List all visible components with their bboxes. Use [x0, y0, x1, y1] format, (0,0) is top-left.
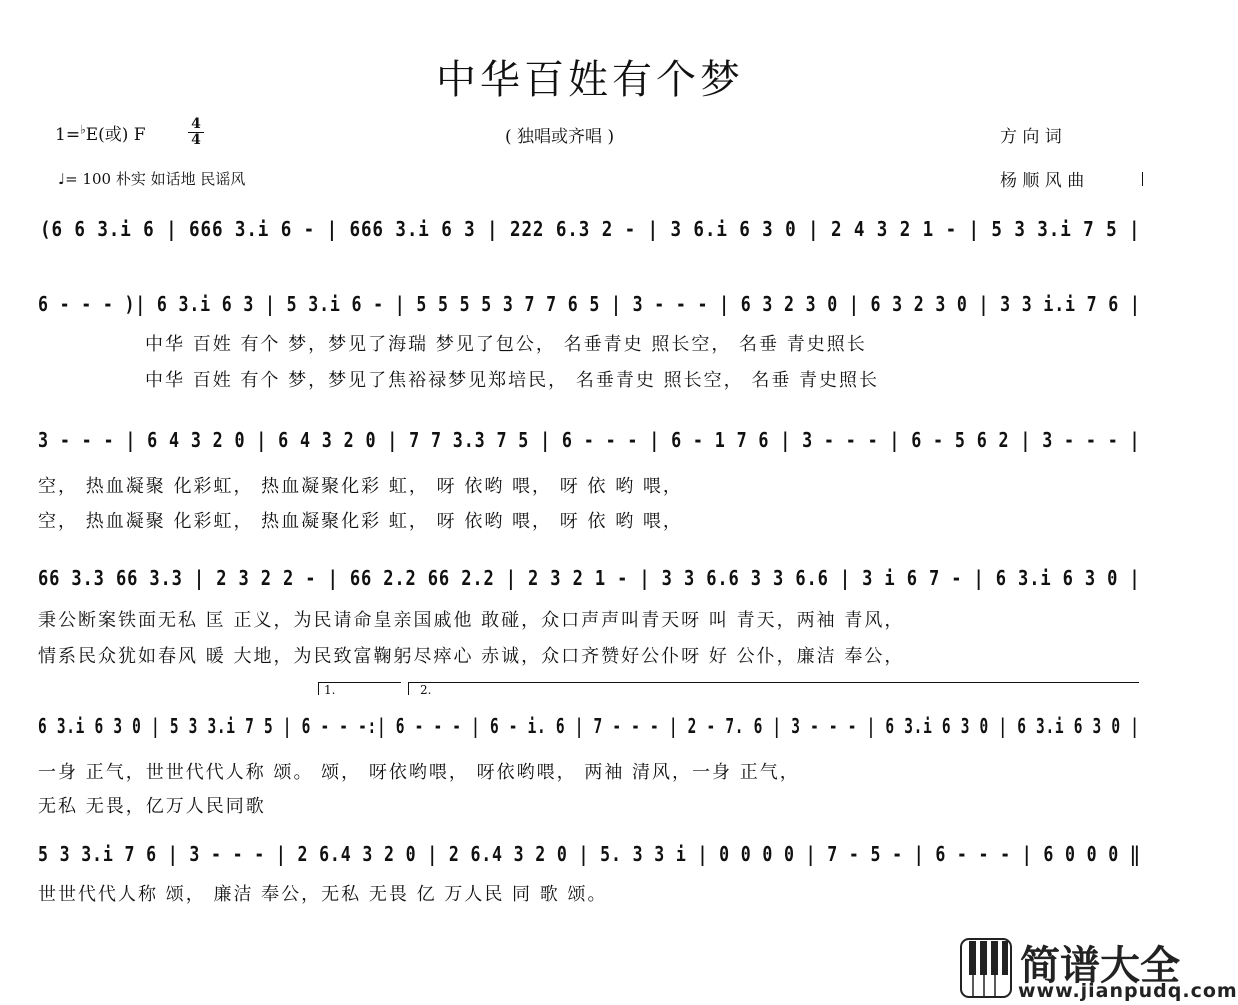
watermark: [960, 938, 1238, 1002]
lyric-line-2b: 中华 百姓 有个 梦，梦见了焦裕禄梦见郑培民， 名垂青史 照长空， 名垂 青史照长: [145, 370, 880, 391]
key-prefix: 1=: [55, 125, 81, 145]
notation-line-3: 3 - - - | 6 4 3 2 0 | 6 4 3 2 0 | 7 7 3.3 7 5 | 6 - - - | 6 - 1 7 6 | 3 - - - | 6 - 5 6 2 | 3 - - - |: [38, 428, 1141, 452]
time-denominator: 4: [191, 132, 201, 148]
watermark-name: 简谱大全: [1020, 943, 1180, 989]
time-numerator: 4: [188, 117, 204, 133]
notation-line-5: 6 3.i 6 3 0 | 5 3 3.i 7 5 | 6 - - -:| 6 - - - | 6 - i. 6 | 7 - - - | 2 - 7. 6 | 3 - - - | 6 3.i 6 3 0 | 6 3.i 6 3 0 |: [38, 714, 1140, 738]
lyric-line-6a: 世世代代人称 颂， 廉洁 奉公，无私 无畏 亿 万人民 同 歌 颂。: [38, 884, 608, 905]
quarter-note-icon: ♩: [58, 170, 66, 188]
tempo-marking: [58, 168, 245, 189]
tempo-text: = 100 朴实 如话地 民谣风: [65, 170, 246, 188]
lyric-line-3a: 空， 热血凝聚 化彩虹， 热血凝聚化彩 虹， 呀 依哟 喂， 呀 依 哟 喂，: [38, 476, 683, 497]
key-signature: [55, 120, 146, 145]
lyric-line-5b: 无私 无畏，亿万人民同歌: [38, 796, 266, 817]
volta-label-1: 1.: [324, 683, 336, 697]
composer-credit: 杨 顺 风 曲: [1000, 171, 1085, 191]
flat-sign: ♭: [80, 122, 86, 137]
performance-note: ( 独唱或齐唱 ): [505, 127, 615, 147]
notation-line-6: 5 3 3.i 7 6 | 3 - - - | 2 6.4 3 2 0 | 2 6.4 3 2 0 | 5. 3 3 i | 0 0 0 0 | 7 - 5 - | 6 - - - | 6 0 0 0 ‖: [38, 842, 1141, 866]
lyric-line-4b: 情系民众犹如春风 暖 大地，为民致富鞠躬尽瘁心 赤诚，众口齐赞好公仆呀 好 公仆，廉洁 奉公，: [38, 646, 905, 667]
notation-line-4: 66 3.3 66 3.3 | 2 3 2 2 - | 66 2.2 66 2.2 | 2 3 2 1 - | 3 3 6.6 3 3 6.6 | 3 i 6 7 - | 6 3.i 6 3 0 |: [38, 566, 1141, 590]
watermark-url: www.jianpudq.com: [1018, 980, 1238, 1002]
page-title: 中华百姓有个梦: [436, 57, 744, 103]
lyricist-credit: 方 向 词: [1000, 127, 1062, 147]
lyric-line-3b: 空， 热血凝聚 化彩虹， 热血凝聚化彩 虹， 呀 依哟 喂， 呀 依 哟 喂，: [38, 511, 683, 532]
notation-line-2: 6 - - - )| 6 3.i 6 3 | 5 3.i 6 - | 5 5 5 5 3 7 7 6 5 | 3 - - - | 6 3 2 3 0 | 6 3 2 3 0 | 3 3 i.i 7 6 |: [38, 292, 1141, 316]
piano-keys-icon: [960, 938, 1012, 1000]
volta-bracket-2: [408, 682, 1139, 695]
lyric-line-2a: 中华 百姓 有个 梦，梦见了海瑞 梦见了包公， 名垂青史 照长空， 名垂 青史照长: [145, 334, 867, 355]
tick-mark: [1142, 172, 1143, 186]
key-rest: E(或) F: [85, 125, 146, 145]
lyric-line-5a: 一身 正气，世世代代人称 颂。 颂， 呀依哟喂， 呀依哟喂， 两袖 清风，一身 正气，: [38, 762, 800, 783]
time-signature: [188, 117, 204, 147]
volta-label-2: 2.: [420, 683, 432, 697]
notation-line-1: (6 6 3.i 6 | 666 3.i 6 - | 666 3.i 6 3 | 222 6.3 2 - | 3 6.i 6 3 0 | 2 4 3 2 1 - | 5 3 3.i 7 5 |: [40, 217, 1141, 241]
lyric-line-4a: 秉公断案铁面无私 匡 正义，为民请命皇亲国戚他 敢碰，众口声声叫青天呀 叫 青天，两袖 青风，: [38, 610, 905, 631]
